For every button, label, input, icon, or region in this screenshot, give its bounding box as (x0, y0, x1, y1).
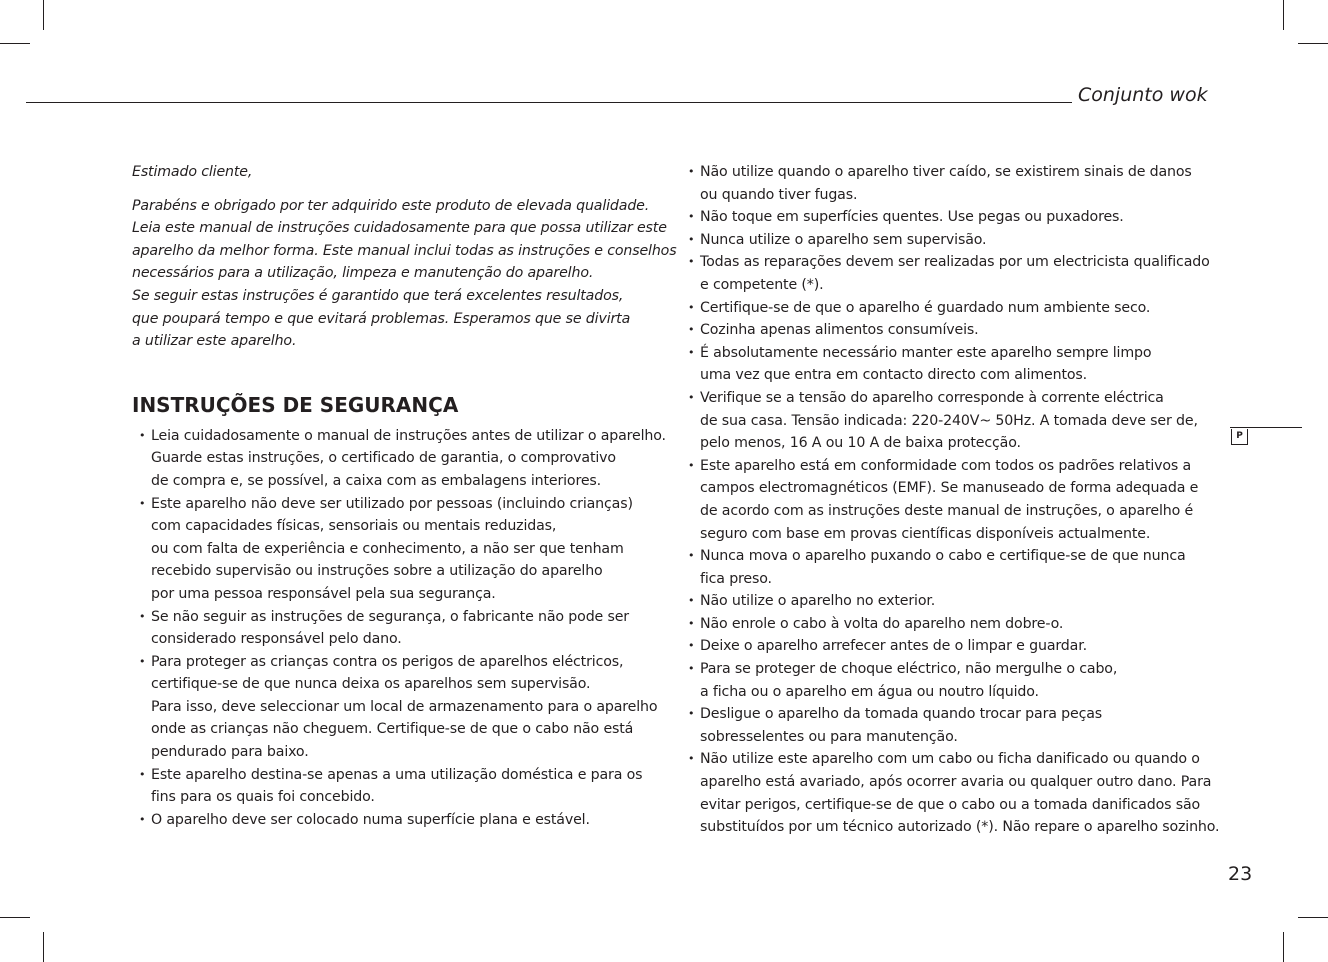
safety-item-line: onde as crianças não cheguem. Certifique-se de que o cabo não está (151, 721, 634, 738)
crop-mark-bottom-left-horizontal (0, 917, 30, 918)
safety-item-line: Guarde estas instruções, o certificado de garantia, o comprovativo (151, 450, 616, 467)
safety-item-line: • Verifique se a tensão do aparelho corresponde à corrente eléctrica (700, 389, 1164, 406)
safety-item-line: • Se não seguir as instruções de segurança, o fabricante não pode ser (151, 608, 629, 625)
language-tab: P (1231, 429, 1248, 445)
safety-item-line: • Nunca mova o aparelho puxando o cabo e certifique-se de que nunca (700, 548, 1186, 565)
intro-line: aparelho da melhor forma. Este manual inclui todas as instruções e conselhos (132, 242, 677, 259)
safety-section-title: INSTRUÇÕES DE SEGURANÇA (132, 392, 459, 417)
safety-item-line: aparelho está avariado, após ocorrer avaria ou qualquer outro dano. Para (700, 774, 1212, 791)
safety-list-item (683, 161, 1203, 206)
right-column (683, 161, 1220, 839)
page-number: 23 (1228, 863, 1253, 885)
safety-item-line: • Este aparelho está em conformidade com todos os padrões relativos a (700, 457, 1192, 474)
safety-item-line: considerado responsável pelo dano. (151, 631, 402, 648)
safety-item-line: • O aparelho deve ser colocado numa superfície plana e estável. (151, 811, 590, 828)
safety-item-line: • Desligue o aparelho da tomada quando trocar para peças (700, 706, 1103, 723)
crop-mark-top-left-horizontal (0, 43, 30, 44)
header-title: Conjunto wok (1078, 84, 1208, 106)
safety-item-line: ou quando tiver fugas. (700, 186, 858, 203)
safety-item-line: seguro com base em provas científicas disponíveis actualmente. (700, 525, 1151, 542)
crop-mark-top-right-horizontal (1298, 43, 1328, 44)
safety-list-right (683, 161, 1220, 839)
safety-list-item (683, 297, 1203, 320)
safety-item-line: • Este aparelho não deve ser utilizado por pessoas (incluindo crianças) (151, 495, 633, 512)
safety-item-line: substituídos por um técnico autorizado (*). Não repare o aparelho sozinho. (700, 819, 1220, 836)
safety-item-line: • Para se proteger de choque eléctrico, não mergulhe o cabo, (700, 661, 1118, 678)
crop-mark-top-right-vertical (1283, 0, 1284, 30)
safety-item-line: • Não utilize o aparelho no exterior. (700, 593, 936, 610)
safety-item-line: • Não toque em superfícies quentes. Use pegas ou puxadores. (700, 209, 1124, 226)
safety-list-item (133, 764, 652, 809)
safety-item-line: evitar perigos, certifique-se de que o cabo ou a tomada danificados são (700, 796, 1201, 813)
safety-item-line: ou com falta de experiência e conhecimento, a não ser que tenham (151, 540, 624, 557)
safety-list-item (133, 425, 666, 493)
safety-item-line: de sua casa. Tensão indicada: 220-240V~ 50Hz. A tomada deve ser de, (700, 412, 1198, 429)
safety-list-item (683, 251, 1210, 296)
crop-mark-bottom-right-horizontal (1298, 917, 1328, 918)
safety-list-item (683, 342, 1203, 387)
safety-list-item (133, 651, 658, 764)
intro-paragraph (132, 195, 677, 353)
safety-list-item (683, 703, 1203, 748)
left-column (132, 161, 677, 831)
intro-line: a utilizar este aparelho. (132, 333, 297, 350)
safety-item-line: a ficha ou o aparelho em água ou noutro líquido. (700, 683, 1039, 700)
safety-item-line: por uma pessoa responsável pela sua segurança. (151, 585, 496, 602)
intro (132, 161, 677, 353)
safety-list-item (683, 635, 1203, 658)
safety-item-line: • Certifique-se de que o aparelho é guardado num ambiente seco. (700, 299, 1151, 316)
header-rule (26, 102, 1072, 103)
safety-item-line: • Todas as reparações devem ser realizadas por um electricista qualificado (700, 254, 1210, 271)
safety-item-line: campos electromagnéticos (EMF). Se manuseado de forma adequada e (700, 480, 1199, 497)
safety-item-line: recebido supervisão ou instruções sobre a utilização do aparelho (151, 563, 603, 580)
safety-item-line: • Deixe o aparelho arrefecer antes de o limpar e guardar. (700, 638, 1087, 655)
safety-item-line: • Não utilize este aparelho com um cabo ou ficha danificado ou quando o (700, 751, 1200, 768)
safety-item-line: fica preso. (700, 570, 772, 587)
safety-item-line: pelo menos, 16 A ou 10 A de baixa protecção. (700, 435, 1021, 452)
safety-list-item (683, 229, 1203, 252)
safety-list-item (133, 606, 652, 651)
language-tab-rule (1230, 427, 1302, 428)
safety-item-line: • É absolutamente necessário manter este aparelho sempre limpo (700, 344, 1152, 361)
safety-list-item (683, 748, 1220, 838)
safety-list-item (133, 493, 652, 606)
safety-item-line: • Nunca utilize o aparelho sem supervisão. (700, 231, 987, 248)
safety-item-line: uma vez que entra em contacto directo com alimentos. (700, 367, 1088, 384)
crop-mark-bottom-right-vertical (1283, 932, 1284, 962)
safety-item-line: • Não enrole o cabo à volta do aparelho nem dobre-o. (700, 615, 1064, 632)
safety-item-line: de compra e, se possível, a caixa com as embalagens interiores. (151, 472, 602, 489)
safety-item-line: • Para proteger as crianças contra os perigos de aparelhos eléctricos, (151, 653, 624, 670)
safety-list-item (683, 387, 1203, 455)
safety-item-line: e competente (*). (700, 276, 824, 293)
safety-item-line: sobresselentes ou para manutenção. (700, 728, 958, 745)
safety-item-line: • Cozinha apenas alimentos consumíveis. (700, 322, 979, 339)
safety-item-line: pendurado para baixo. (151, 744, 309, 761)
safety-list-item (683, 590, 1203, 613)
safety-list-item (683, 613, 1203, 636)
intro-line: Leia este manual de instruções cuidadosamente para que possa utilizar este (132, 220, 667, 237)
crop-mark-top-left-vertical (43, 0, 44, 30)
safety-item-line: • Não utilize quando o aparelho tiver caído, se existirem sinais de danos (700, 164, 1192, 180)
safety-item-line: fins para os quais foi concebido. (151, 789, 375, 806)
safety-list-item (683, 319, 1203, 342)
intro-line: que poupará tempo e que evitará problemas. Esperamos que se divirta (132, 310, 631, 327)
safety-list-item (683, 545, 1203, 590)
safety-list-item (683, 658, 1203, 703)
safety-item-line: • Este aparelho destina-se apenas a uma utilização doméstica e para os (151, 766, 643, 783)
intro-line: Parabéns e obrigado por ter adquirido este produto de elevada qualidade. (132, 197, 650, 214)
safety-item-line: • Leia cuidadosamente o manual de instruções antes de utilizar o aparelho. (151, 427, 666, 444)
safety-item-line: com capacidades físicas, sensoriais ou mentais reduzidas, (151, 518, 557, 535)
safety-list-item (683, 206, 1203, 229)
safety-list-item (133, 809, 652, 832)
intro-line: necessários para a utilização, limpeza e manutenção do aparelho. (132, 265, 594, 282)
safety-list-item (683, 455, 1203, 545)
safety-list-left (132, 425, 666, 832)
safety-item-line: certifique-se de que nunca deixa os aparelhos sem supervisão. (151, 676, 591, 693)
greeting: Estimado cliente, (132, 164, 253, 180)
safety-item-line: Para isso, deve seleccionar um local de armazenamento para o aparelho (151, 698, 658, 715)
crop-mark-bottom-left-vertical (43, 932, 44, 962)
safety-item-line: de acordo com as instruções deste manual de instruções, o aparelho é (700, 502, 1194, 519)
intro-line: Se seguir estas instruções é garantido que terá excelentes resultados, (132, 287, 624, 304)
